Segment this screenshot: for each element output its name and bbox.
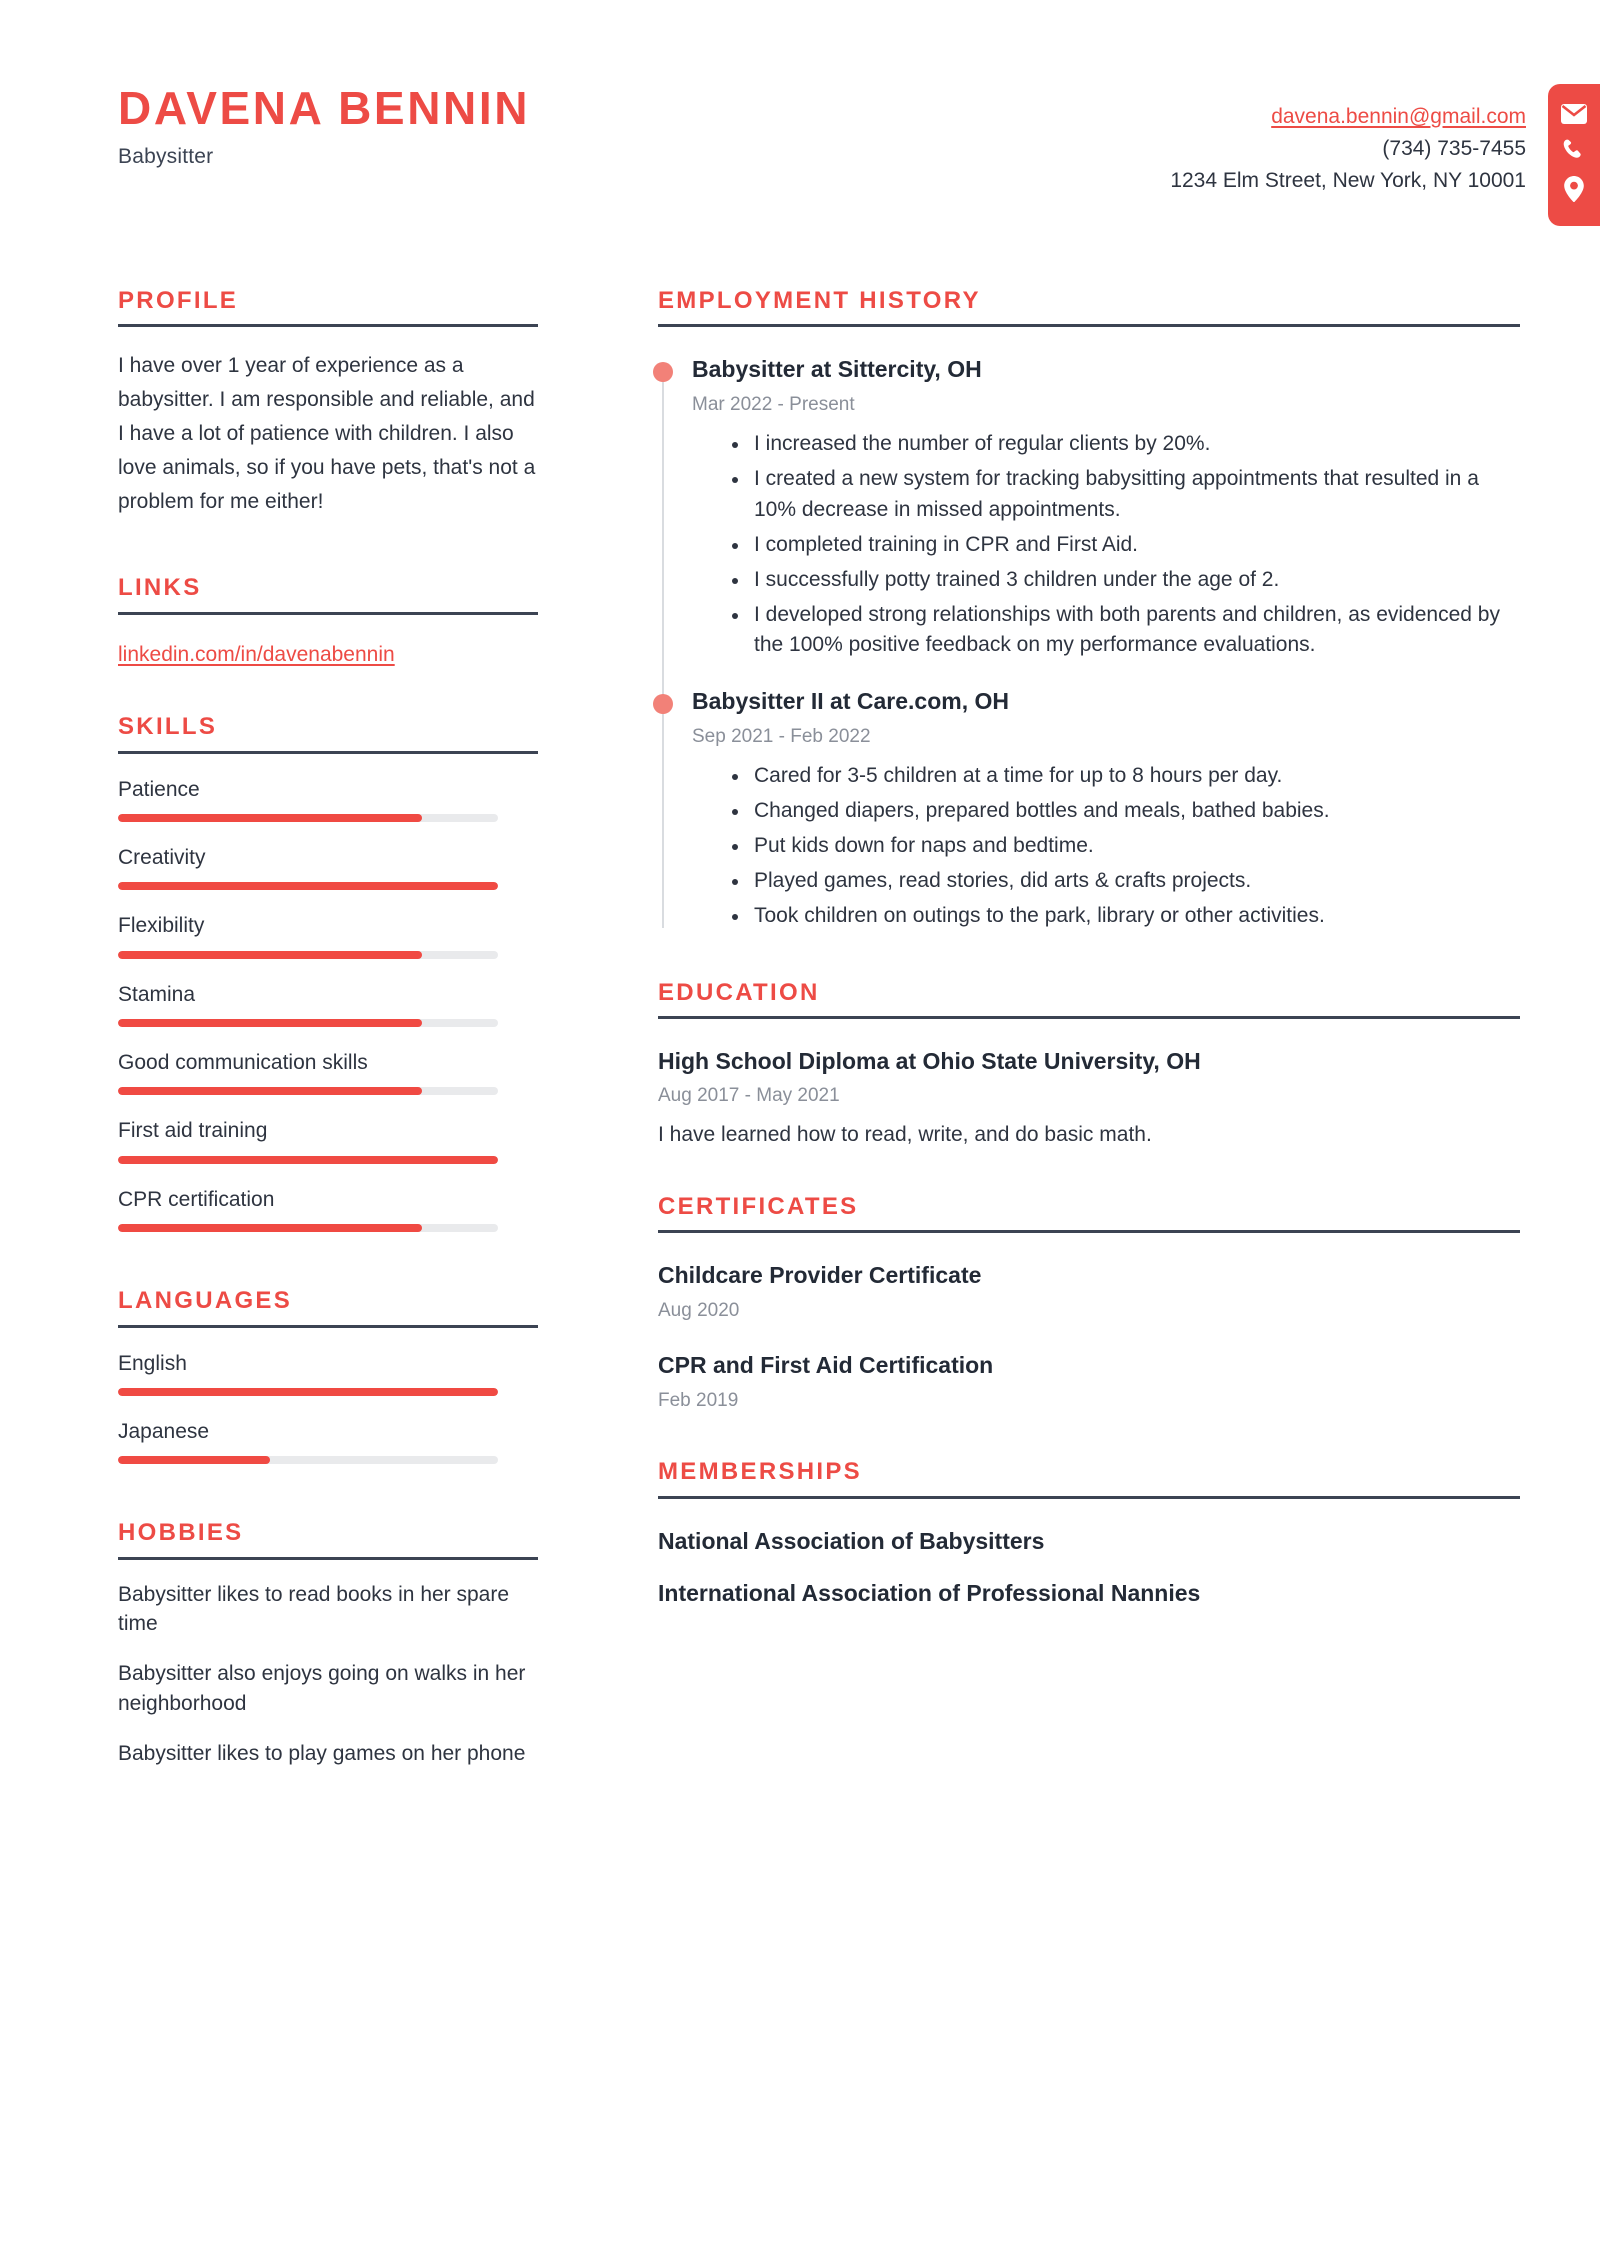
envelope-icon (1561, 104, 1587, 124)
list-item: Played games, read stories, did arts & crafts projects. (732, 866, 1520, 897)
section-links (118, 575, 540, 670)
certificate-date: Feb 2019 (658, 1389, 739, 1411)
hobbies-list (118, 1580, 540, 1769)
education-title: High School Diploma at Ohio State University, OH (658, 1047, 1201, 1074)
list-item: Cared for 3-5 children at a time for up to 8 hours per day. (732, 761, 1520, 792)
language-level-fill (118, 1388, 498, 1396)
hobby-item: Babysitter also enjoys going on walks in her neighborhood (118, 1662, 526, 1716)
spacer (118, 1232, 540, 1288)
certificate-title: Childcare Provider Certificate (658, 1262, 982, 1289)
spacer (118, 1464, 540, 1520)
employment-timeline (658, 355, 1520, 931)
skill-item (118, 1186, 540, 1232)
certificate-date: Aug 2020 (658, 1299, 740, 1321)
employment-bullet-list (692, 429, 1520, 661)
language-label: Japanese (118, 1419, 210, 1443)
employment-date: Sep 2021 - Feb 2022 (692, 725, 871, 747)
skill-level-fill (118, 951, 422, 959)
skill-level-fill (118, 882, 498, 890)
list-item: I created a new system for tracking babysitting appointments that resulted in a 10% decrease in missed appointments. (732, 464, 1520, 526)
skill-level-track (118, 1087, 498, 1095)
profile-summary-text: I have over 1 year of experience as a babysitter. I am responsible and reliable, and I have a lot of patience with children. I also love animals, so if you have pets, that's not a problem for me either! (118, 354, 536, 514)
education-entry (658, 1047, 1520, 1150)
membership-title: National Association of Babysitters (658, 1527, 1045, 1554)
section-divider (118, 1557, 538, 1560)
section-divider (658, 1230, 1520, 1233)
section-divider (118, 1325, 538, 1328)
contact-details (1170, 84, 1548, 197)
section-heading-skills: SKILLS (118, 713, 218, 741)
skill-item (118, 844, 540, 890)
section-profile (118, 288, 540, 519)
skill-level-track (118, 1156, 498, 1164)
section-divider (658, 1016, 1520, 1019)
timeline-axis-line (662, 363, 664, 927)
skill-level-fill (118, 814, 422, 822)
skill-level-track (118, 882, 498, 890)
list-item: Took children on outings to the park, library or other activities. (732, 901, 1520, 932)
page-title: DAVENA BENNIN (118, 82, 531, 134)
skill-level-track (118, 1019, 498, 1027)
skill-label: Stamina (118, 982, 196, 1006)
list-item: I developed strong relationships with both parents and children, as evidenced by the 100% positive feedback on my performance evaluations. (732, 600, 1520, 662)
sidebar-column (0, 288, 540, 1769)
languages-list (118, 1350, 540, 1465)
section-divider (658, 1496, 1520, 1499)
resume-body (0, 226, 1600, 1769)
skill-item (118, 776, 540, 822)
header-identity (0, 84, 530, 169)
certificate-title: CPR and First Aid Certification (658, 1352, 994, 1379)
spacer (658, 1150, 1520, 1194)
education-description: I have learned how to read, write, and do basic math. (658, 1122, 1152, 1146)
link-item[interactable]: linkedin.com/in/davenabennin (118, 642, 395, 666)
skills-list (118, 776, 540, 1232)
language-label: English (118, 1351, 187, 1375)
skill-level-fill (118, 1019, 422, 1027)
spacer (658, 936, 1520, 980)
resume-header (0, 0, 1600, 226)
section-divider (658, 324, 1520, 327)
education-date: Aug 2017 - May 2021 (658, 1085, 840, 1107)
section-divider (118, 751, 538, 754)
employment-entry (692, 355, 1520, 661)
list-item: Put kids down for naps and bedtime. (732, 831, 1520, 862)
certificate-entry (658, 1261, 1520, 1325)
spacer (658, 1415, 1520, 1459)
spacer (118, 670, 540, 714)
section-employment-history (658, 288, 1520, 932)
section-heading-memberships: MEMBERSHIPS (658, 1458, 862, 1486)
skill-item (118, 912, 540, 958)
skill-label: Creativity (118, 846, 206, 870)
list-item: I successfully potty trained 3 children under the age of 2. (732, 565, 1520, 596)
section-certificates (658, 1194, 1520, 1415)
hobby-item: Babysitter likes to play games on her phone (118, 1741, 526, 1765)
section-heading-profile: PROFILE (118, 287, 239, 314)
contact-icon-rail (1548, 84, 1600, 226)
employment-title: Babysitter II at Care.com, OH (692, 688, 1009, 715)
section-heading-certificates: CERTIFICATES (658, 1192, 859, 1220)
language-item (118, 1418, 540, 1464)
contact-address: 1234 Elm Street, New York, NY 10001 (1170, 168, 1526, 192)
hobby-item: Babysitter likes to read books in her spare time (118, 1582, 510, 1636)
employment-title: Babysitter at Sittercity, OH (692, 356, 982, 383)
section-languages (118, 1288, 540, 1464)
job-title-subheading: Babysitter (118, 144, 214, 168)
skill-level-fill (118, 1156, 498, 1164)
skill-item (118, 1117, 540, 1163)
skill-label: CPR certification (118, 1187, 275, 1211)
header-contact-block (1170, 84, 1600, 226)
spacer (118, 519, 540, 575)
location-pin-icon (1563, 176, 1585, 202)
contact-phone: (734) 735-7455 (1382, 136, 1526, 160)
list-item: I increased the number of regular clients by 20%. (732, 429, 1520, 460)
section-divider (118, 324, 538, 327)
phone-icon (1562, 138, 1586, 162)
employment-date: Mar 2022 - Present (692, 393, 855, 415)
skill-level-track (118, 1224, 498, 1232)
skill-level-track (118, 951, 498, 959)
section-heading-hobbies: HOBBIES (118, 1519, 244, 1547)
contact-email[interactable]: davena.bennin@gmail.com (1271, 105, 1526, 128)
language-item (118, 1350, 540, 1396)
section-heading-employment: EMPLOYMENT HISTORY (658, 287, 981, 314)
skill-level-fill (118, 1224, 422, 1232)
language-level-track (118, 1456, 498, 1464)
section-heading-links: LINKS (118, 574, 202, 602)
language-level-fill (118, 1456, 270, 1464)
skill-level-track (118, 814, 498, 822)
main-column (540, 288, 1600, 1769)
list-item: I completed training in CPR and First Aid. (732, 530, 1520, 561)
employment-bullet-list (692, 761, 1520, 931)
membership-title: International Association of Professional Nannies (658, 1579, 1201, 1606)
timeline-dot-icon (653, 694, 673, 714)
skill-label: Good communication skills (118, 1051, 368, 1075)
section-heading-languages: LANGUAGES (118, 1287, 293, 1315)
employment-entry (692, 687, 1520, 931)
list-item: Changed diapers, prepared bottles and meals, bathed babies. (732, 796, 1520, 827)
section-hobbies (118, 1520, 540, 1768)
skill-item (118, 981, 540, 1027)
skill-level-fill (118, 1087, 422, 1095)
skill-label: Flexibility (118, 914, 205, 938)
section-education (658, 980, 1520, 1150)
links-list (118, 615, 540, 671)
certificate-entry (658, 1351, 1520, 1415)
section-heading-education: EDUCATION (658, 978, 820, 1006)
skill-item (118, 1049, 540, 1095)
skill-label: Patience (118, 777, 200, 801)
section-skills (118, 714, 540, 1232)
timeline-dot-icon (653, 362, 673, 382)
language-level-track (118, 1388, 498, 1396)
skill-label: First aid training (118, 1119, 268, 1143)
section-memberships (658, 1459, 1520, 1608)
